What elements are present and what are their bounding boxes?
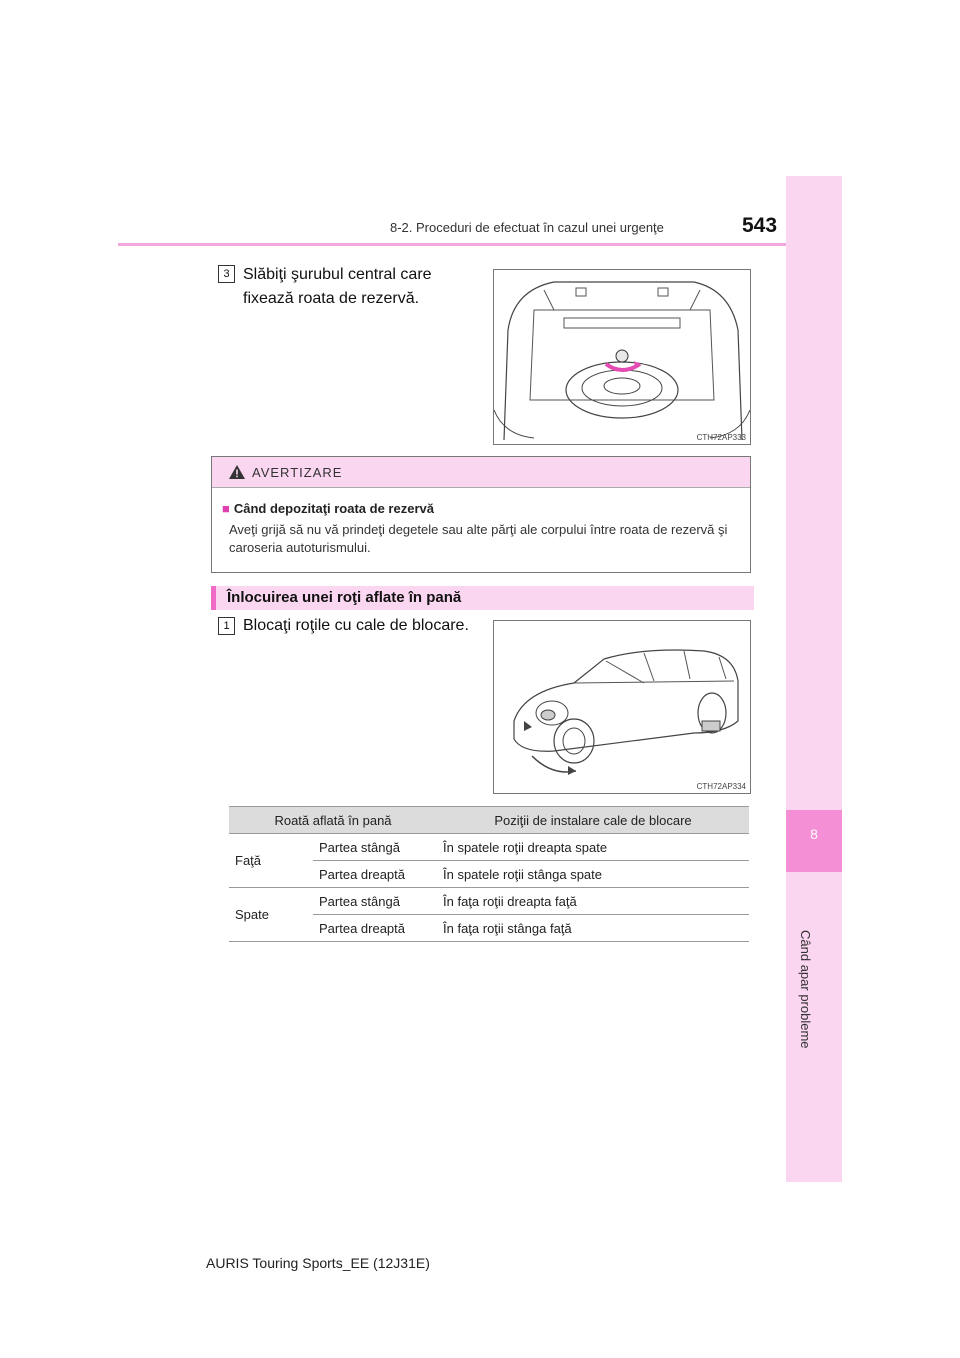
warning-header xyxy=(212,457,750,488)
table-cell-position: În faţa roţii stânga faţă xyxy=(437,915,749,942)
section-title-bar xyxy=(211,586,754,610)
step-1-text: Blocaţi roţile cu cale de blocare. xyxy=(243,617,469,634)
table-cell-position: În faţa roţii dreapta faţă xyxy=(437,888,749,915)
warning-box xyxy=(211,456,751,573)
warning-subtitle-text: Când depozitaţi roata de rezervă xyxy=(233,501,434,516)
table-cell-side: Partea stângă xyxy=(313,834,437,861)
warning-title: AVERTIZARE xyxy=(252,465,343,480)
image-code: CTH72AP334 xyxy=(696,782,746,791)
car-drawing xyxy=(494,621,750,793)
warning-triangle-icon xyxy=(228,464,246,480)
table-cell-side: Partea stângă xyxy=(313,888,437,915)
table-header-cell: Roată aflată în pană xyxy=(229,807,437,834)
step-3-text: Slăbiţi şurubul central care fixează roata de rezervă. xyxy=(243,266,432,307)
table-row xyxy=(229,888,749,915)
table-header-cell: Poziţii de instalare cale de blocare xyxy=(437,807,749,834)
section-header: 8-2. Proceduri de efectuat în cazul unei urgenţe xyxy=(390,220,664,235)
table-cell-group: Faţă xyxy=(229,834,313,888)
warning-body: Aveţi grijă să nu vă prindeţi degetele sau alte părţi ale corpului între roata de rezervă şi caroseria autoturismului. xyxy=(229,522,728,555)
page-number: 543 xyxy=(742,214,778,237)
wheel-chock-table xyxy=(229,806,749,942)
image-code: CTH72AP333 xyxy=(696,433,746,442)
step-number-3: 3 xyxy=(218,265,235,283)
trunk-drawing xyxy=(494,270,750,444)
header-divider xyxy=(118,243,842,246)
table-cell-side: Partea dreaptă xyxy=(313,861,437,888)
table-header-row xyxy=(229,807,749,834)
warning-subtitle xyxy=(222,501,434,516)
chapter-label: Când apar probleme xyxy=(798,930,813,1049)
footer-model: AURIS Touring Sports_EE (12J31E) xyxy=(206,1255,430,1271)
table-row xyxy=(229,834,749,861)
table-cell-position: În spatele roţii stânga spate xyxy=(437,861,749,888)
table-cell-position: În spatele roţii dreapta spate xyxy=(437,834,749,861)
bullet-square-icon: ■ xyxy=(222,501,230,516)
table-cell-side: Partea dreaptă xyxy=(313,915,437,942)
chapter-number: 8 xyxy=(810,826,818,842)
section-title: Înlocuirea unei roţi aflate în pană xyxy=(227,589,462,606)
table-cell-group: Spate xyxy=(229,888,313,942)
chapter-sidebar xyxy=(786,176,842,1182)
step-number-1: 1 xyxy=(218,617,235,635)
spare-wheel-illustration xyxy=(493,269,751,445)
wheel-chock-illustration xyxy=(493,620,751,794)
